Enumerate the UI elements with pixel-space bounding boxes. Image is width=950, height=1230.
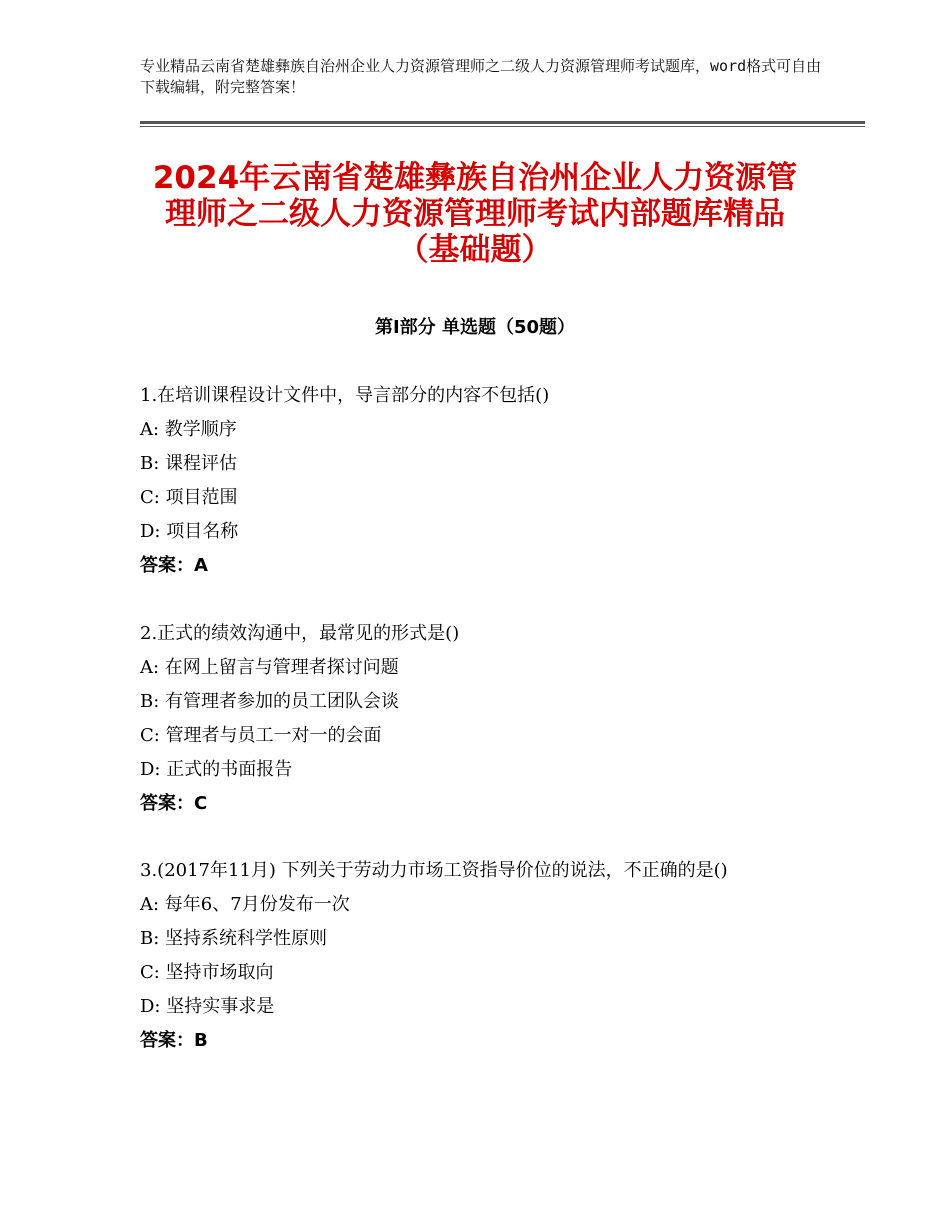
option-b: B: 坚持系统科学性原则 xyxy=(140,928,328,949)
header-rule-thick xyxy=(140,121,865,124)
question-1 xyxy=(140,382,820,580)
option-d: D: 正式的书面报告 xyxy=(140,759,293,780)
option-d: D: 项目名称 xyxy=(140,521,239,542)
question-stem: 1.在培训课程设计文件中，导言部分的内容不包括() xyxy=(140,385,550,406)
option-c: C: 管理者与员工一对一的会面 xyxy=(140,725,382,746)
option-a: A: 每年6、7月份发布一次 xyxy=(140,894,350,915)
header-note: 专业精品云南省楚雄彝族自治州企业人力资源管理师之二级人力资源管理师考试题库，word格式可自由下载编辑，附完整答案！ xyxy=(140,57,822,96)
option-b: B: 课程评估 xyxy=(140,453,238,474)
question-2 xyxy=(140,620,820,818)
option-b: B: 有管理者参加的员工团队会谈 xyxy=(140,691,400,712)
question-stem: 3.(2017年11月) 下列关于劳动力市场工资指导价位的说法，不正确的是() xyxy=(140,860,728,881)
option-c: C: 坚持市场取向 xyxy=(140,962,274,983)
option-a: A: 教学顺序 xyxy=(140,419,237,440)
option-d: D: 坚持实事求是 xyxy=(140,996,275,1017)
answer-label: 答案：B xyxy=(140,1030,208,1051)
answer-label: 答案：C xyxy=(140,793,208,814)
question-stem: 2.正式的绩效沟通中，最常见的形式是() xyxy=(140,623,460,644)
option-a: A: 在网上留言与管理者探讨问题 xyxy=(140,657,399,678)
document-title: 2024年云南省楚雄彝族自治州企业人力资源管理师之二级人力资源管理师考试内部题库精品（基础题） xyxy=(152,160,798,268)
header-rule-thin xyxy=(140,126,865,127)
section-title: 第Ⅰ部分 单选题（50题） xyxy=(374,317,575,338)
question-3 xyxy=(140,857,820,1055)
option-c: C: 项目范围 xyxy=(140,487,238,508)
answer-label: 答案：A xyxy=(140,555,208,576)
